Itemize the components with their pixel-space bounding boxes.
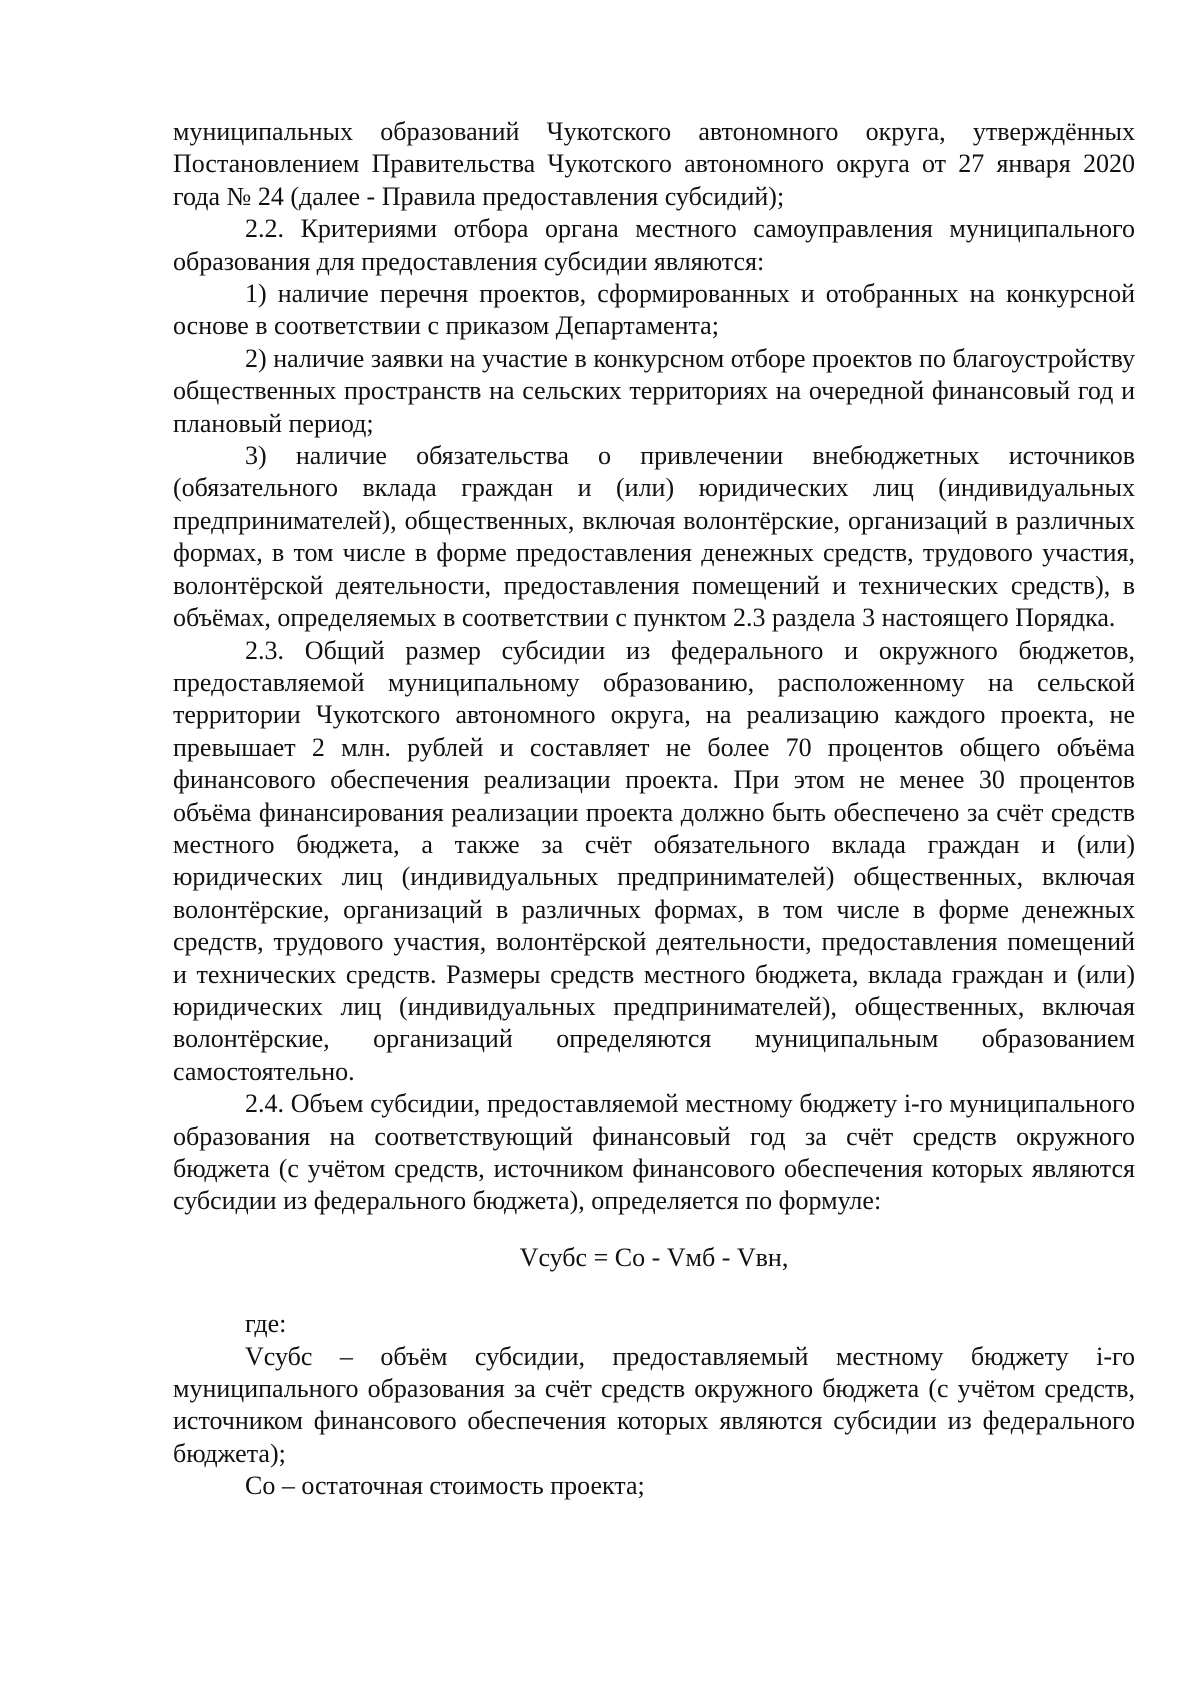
paragraph-criterion-2: 2) наличие заявки на участие в конкурсном отборе проектов по благоустройству общественных пространств на сельских территориях на очередной финансовый год и плановый период;: [173, 343, 1135, 438]
paragraph-co-definition: Со – остаточная стоимость проекта;: [245, 1471, 645, 1501]
paragraph-2-2-criteria: 2.2. Критериями отбора органа местного самоуправления муниципального образования для предоставления субсидии являются:: [173, 214, 1135, 276]
paragraph-criterion-3: 3) наличие обязательства о привлечении внебюджетных источников (обязательного вклада граждан и (или) юридических лиц (индивидуальных предпринимателей), общественных, включая волонтёрские, организаций в различных формах, в том числе в форме предоставления денежных средств, трудового участия, волонтёрской деятельности, предоставления помещений и технических средств), в объёмах, определяемых в соответствии с пунктом 2.3 раздела 3 настоящего Порядка.: [173, 441, 1135, 633]
paragraph-where: где:: [245, 1309, 287, 1339]
paragraph-2-4-subsidy-volume: 2.4. Объем субсидии, предоставляемой местному бюджету i-го муниципального образования на соответствующий финансовый год за счёт средств окружного бюджета (с учётом средств, источником финансового обеспечения которых являются субсидии из федерального бюджета), определяется по формуле:: [173, 1089, 1135, 1216]
document-body: [173, 116, 1135, 1503]
paragraph-vsubs-definition: Vсубс – объём субсидии, предоставляемый местному бюджету i-го муниципального образования за счёт средств окружного бюджета (с учётом средств, источником финансового обеспечения которых являются субсидии из федерального бюджета);: [173, 1341, 1135, 1468]
paragraph-criterion-1: 1) наличие перечня проектов, сформированных и отобранных на конкурсной основе в соответствии с приказом Департамента;: [173, 279, 1135, 341]
paragraph-rules-reference: муниципальных образований Чукотского автономного округа, утверждённых Постановлением Правительства Чукотского автономного округа от 27 января 2020 года № 24 (далее - Правила предоставления субсидий);: [173, 117, 1135, 211]
subsidy-formula: Vсубс = Со - Vмб - Vвн,: [519, 1242, 789, 1272]
paragraph-2-3-subsidy-size: 2.3. Общий размер субсидии из федерального и окружного бюджетов, предоставляемой муниципальному образованию, расположенному на сельской территории Чукотского автономного округа, на реализацию каждого проекта, не превышает 2 млн. рублей и составляет не более 70 процентов общего объёма финансового обеспечения реализации проекта. При этом не менее 30 процентов объёма финансирования реализации проекта должно быть обеспечено за счёт средств местного бюджета, а также за счёт обязательного вклада граждан и (или) юридических лиц (индивидуальных предпринимателей) общественных, включая волонтёрские, организаций в различных формах, в том числе в форме денежных средств, трудового участия, волонтёрской деятельности, предоставления помещений и технических средств. Размеры средств местного бюджета, вклада граждан и (или) юридических лиц (индивидуальных предпринимателей), общественных, включая волонтёрские, организаций определяются муниципальным образованием самостоятельно.: [173, 635, 1135, 1086]
